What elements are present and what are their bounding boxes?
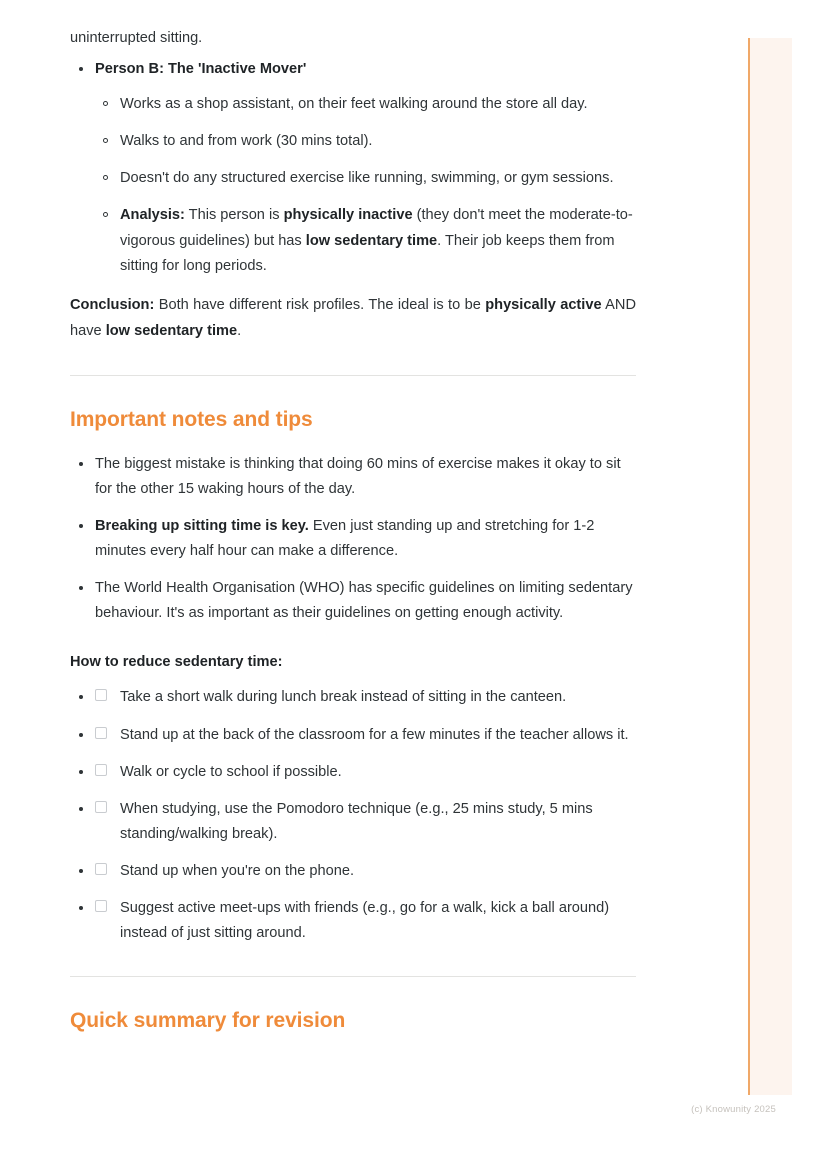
list-item: [70, 514, 636, 564]
tip-bold-2: Breaking up sitting time is key.: [95, 517, 309, 534]
checkbox-icon[interactable]: [95, 863, 107, 875]
conclusion-bold-1: physically active: [485, 296, 602, 313]
list-item: [70, 760, 636, 785]
list-item: [70, 685, 636, 710]
subheading-reduce-sedentary: How to reduce sedentary time:: [70, 654, 283, 671]
footer-credit: (c) Knowunity 2025: [691, 1104, 776, 1115]
person-b-sublist: [95, 92, 636, 279]
checkbox-icon[interactable]: [95, 689, 107, 701]
tip-text-3: The World Health Organisation (WHO) has specific guidelines on limiting sedentary behaviour. It's as important as their guidelines on getting enough activity.: [95, 580, 633, 622]
list-item: [95, 129, 636, 154]
tip-text-2: Even just standing up and stretching for 1-2 minutes every half hour can make a difference.: [95, 517, 595, 560]
checkbox-icon[interactable]: [95, 900, 107, 912]
section-heading-notes-tips: Important notes and tips: [70, 407, 313, 431]
analysis-bold-1: physically inactive: [283, 207, 413, 224]
person-b-title: Person B: The 'Inactive Mover': [95, 61, 307, 78]
list-item: [70, 723, 636, 748]
conclusion-label: Conclusion:: [70, 296, 155, 313]
person-b-point-1: Works as a shop assistant, on their feet walking around the store all day.: [120, 96, 588, 113]
checkbox-icon[interactable]: [95, 764, 107, 776]
analysis-text-1: This person is: [184, 207, 284, 224]
list-item-analysis: [95, 203, 636, 278]
section-divider: [70, 976, 636, 977]
person-b-list: [70, 57, 636, 279]
list-item: [70, 797, 636, 847]
todo-text-3: Walk or cycle to school if possible.: [120, 763, 342, 780]
analysis-text-2: (they don't meet the moderate-to-vigorous guidelines) but has: [120, 207, 633, 249]
list-item: [95, 92, 636, 117]
conclusion-text-2: AND have: [70, 296, 636, 339]
document-page: [70, 26, 636, 1053]
conclusion-paragraph: [70, 293, 636, 345]
analysis-label: Analysis:: [120, 207, 185, 224]
list-item: [70, 896, 636, 946]
analysis-text-3: . Their job keeps them from sitting for long periods.: [120, 232, 615, 274]
page-side-strip: [748, 38, 792, 1095]
tips-list: [70, 452, 636, 627]
todo-text-5: Stand up when you're on the phone.: [120, 862, 355, 879]
person-b-point-3: Doesn't do any structured exercise like running, swimming, or gym sessions.: [120, 170, 614, 187]
section-heading-quick-summary: Quick summary for revision: [70, 1009, 346, 1033]
tip-text-1: The biggest mistake is thinking that doing 60 mins of exercise makes it okay to sit for the other 15 waking hours of the day.: [95, 455, 621, 497]
todo-text-6: Suggest active meet-ups with friends (e.g., go for a walk, kick a ball around) instead of just sitting around.: [120, 900, 610, 942]
person-b-point-2: Walks to and from work (30 mins total).: [120, 133, 373, 150]
conclusion-text-1: Both have different risk profiles. The ideal is to be: [154, 296, 486, 313]
todo-list: [70, 685, 636, 946]
conclusion-text-3: .: [237, 322, 242, 339]
analysis-bold-2: low sedentary time: [305, 232, 438, 249]
list-item: [70, 859, 636, 884]
conclusion-bold-2: low sedentary time: [105, 322, 238, 339]
todo-text-4: When studying, use the Pomodoro technique (e.g., 25 mins study, 5 mins standing/walking break).: [120, 800, 593, 842]
list-item: [70, 576, 636, 626]
todo-text-2: Stand up at the back of the classroom for a few minutes if the teacher allows it.: [120, 726, 629, 743]
top-text-fragment: uninterrupted sitting.: [70, 30, 203, 46]
section-divider: [70, 375, 636, 376]
list-item: [95, 166, 636, 191]
list-item: [70, 57, 636, 279]
document-content: [70, 26, 636, 1039]
list-item: [70, 452, 636, 502]
checkbox-icon[interactable]: [95, 727, 107, 739]
todo-text-1: Take a short walk during lunch break instead of sitting in the canteen.: [120, 689, 567, 706]
checkbox-icon[interactable]: [95, 801, 107, 813]
